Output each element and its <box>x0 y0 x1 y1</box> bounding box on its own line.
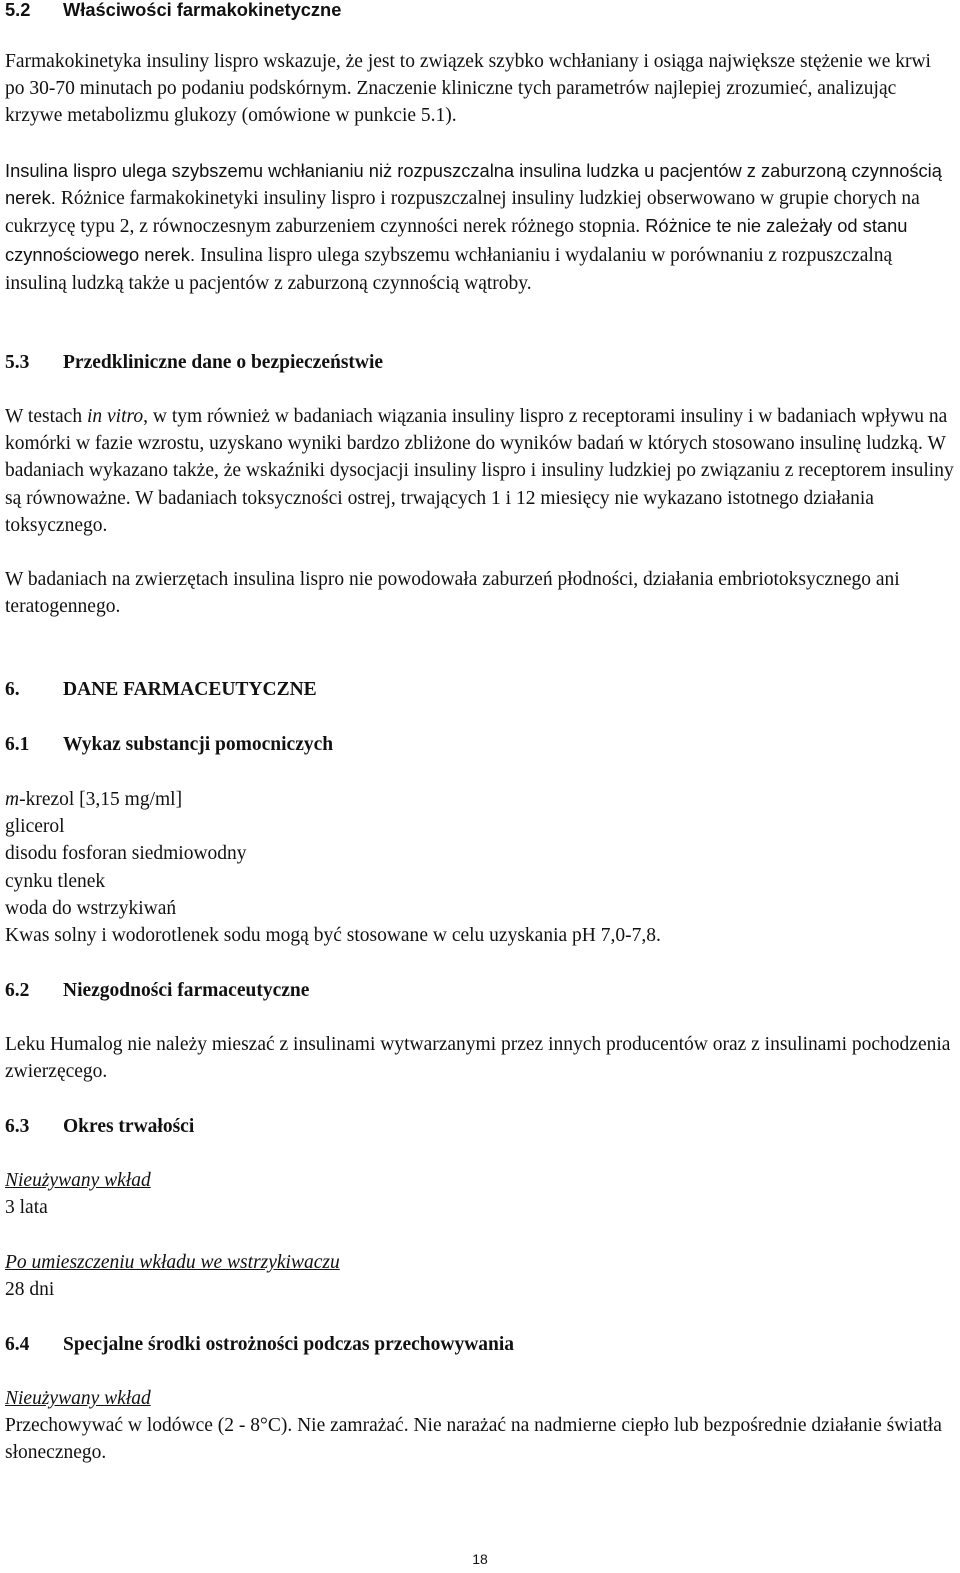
invitro-lead: W testach <box>5 406 87 427</box>
section-title: Okres trwałości <box>63 1116 195 1137</box>
excipient-prefix: m <box>5 789 20 810</box>
section-number: 6.2 <box>5 980 30 1001</box>
section-title: DANE FARMACEUTYCZNE <box>63 679 317 700</box>
section-title: Właściwości farmakokinetyczne <box>63 0 342 20</box>
excipient-item: disodu fosforan siedmiowodny <box>5 843 247 865</box>
shelf-life-value-inuse: 28 dni <box>5 1279 55 1301</box>
excipient-item <box>5 786 955 813</box>
section-6-3-heading <box>5 1113 955 1140</box>
section-number: 6.1 <box>5 734 30 755</box>
pk-independence-sentence: Różnice te nie zależały od stanu czynnościowego nerek. <box>5 215 908 265</box>
section-number: 5.3 <box>5 352 30 373</box>
excipient-item: cynku tlenek <box>5 870 106 892</box>
section-title: Niezgodności farmaceutyczne <box>63 980 310 1001</box>
section-6-4-heading <box>5 1331 955 1358</box>
shelf-life-inuse-block <box>5 1249 955 1303</box>
excipient-ph-note: Kwas solny i wodorotlenek sodu mogą być stosowane w celu uzyskania pH 7,0-7,8. <box>5 925 661 947</box>
section-6-heading <box>5 676 955 703</box>
paragraph-pk-intro: Farmakokinetyka insuliny lispro wskazuje, że jest to związek szybko wchłaniany i osiąga największe stężenie we krwi po 30-70 minutach po podaniu podskórnym. Znaczenie kliniczne tych parametrów najlepiej zrozumieć, analizując krzywe metabolizmu glukozy (omówione w punkcie 5.1). <box>5 51 931 127</box>
section-5-3-heading <box>5 349 955 376</box>
section-6-2-heading <box>5 977 955 1004</box>
invitro-body: , w tym również w badaniach wiązania insuliny lispro z receptorami insuliny i w badaniach wpływu na komórki w fazie wzrostu, uzyskano wyniki bardzo zbliżone do wyników badań w których stosowano insulinę ludzką. W badaniach wykazano także, że wskaźniki dysocjacji insuliny lispro i insuliny ludzkiej po związaniu z receptorem insuliny są równoważne. W badaniach toksyczności ostrej, trwających 1 i 12 miesięcy nie wykazano istotnego działania toksycznego. <box>5 406 954 536</box>
shelf-life-value-unused: 3 lata <box>5 1197 48 1219</box>
page-number: 18 <box>472 1551 488 1567</box>
paragraph-preclinical-fertility: W badaniach na zwierzętach insulina lispro nie powodowała zaburzeń płodności, działania embriotoksycznego ani teratogennego. <box>5 569 900 618</box>
section-number: 6.4 <box>5 1334 30 1355</box>
pk-hepatic-sentence: Insulina lispro ulega szybszemu wchłanianiu i wydalaniu w porównaniu z rozpuszczalną insuliną ludzką także u pacjentów z zaburzoną czynnością wątroby. <box>5 244 893 294</box>
section-number: 6. <box>5 679 20 700</box>
pk-differences-sentence: Różnice farmakokinetyki insuliny lispro i rozpuszczalnej insuliny ludzkiej obserwowano w grupie chorych na cukrzycę typu 2, z równoczesnym zaburzeniem czynności nerek różnego stopnia. <box>5 188 920 238</box>
excipient-name: -krezol [3,15 mg/ml] <box>19 789 183 810</box>
shelf-life-label-unused: Nieużywany wkład <box>5 1170 151 1191</box>
invitro-italic: in vitro <box>86 406 144 427</box>
excipient-item: woda do wstrzykiwań <box>5 897 177 919</box>
storage-instructions: Przechowywać w lodówce (2 - 8°C). Nie zamrażać. Nie narażać na nadmierne ciepło lub bezpośrednie działanie światła słonecznego. <box>5 1415 942 1464</box>
shelf-life-label-inuse: Po umieszczeniu wkładu we wstrzykiwaczu <box>5 1252 340 1273</box>
shelf-life-block <box>5 1167 955 1221</box>
pk-renal-sentence: Insulina lispro ulega szybszemu wchłanianiu niż rozpuszczalna insulina ludzka u pacjentów z zaburzoną czynnością nerek. <box>5 160 942 209</box>
paragraph-incompatibilities: Leku Humalog nie należy mieszać z insulinami wytwarzanymi przez innych producentów oraz z insulinami pochodzenia zwierzęcego. <box>5 1034 951 1083</box>
section-6-1-heading <box>5 731 955 758</box>
section-title: Specjalne środki ostrożności podczas przechowywania <box>63 1334 515 1355</box>
paragraph-preclinical-invitro <box>5 403 955 539</box>
section-number: 6.3 <box>5 1116 30 1137</box>
storage-block <box>5 1385 955 1467</box>
storage-label-unused: Nieużywany wkład <box>5 1388 151 1409</box>
excipients-list <box>5 786 955 949</box>
paragraph-pk-renal <box>5 157 955 297</box>
section-title: Wykaz substancji pomocniczych <box>63 734 334 755</box>
section-5-2-heading <box>5 0 955 23</box>
section-number: 5.2 <box>5 0 31 20</box>
section-title: Przedkliniczne dane o bezpieczeństwie <box>63 352 384 373</box>
excipient-item: glicerol <box>5 816 65 838</box>
